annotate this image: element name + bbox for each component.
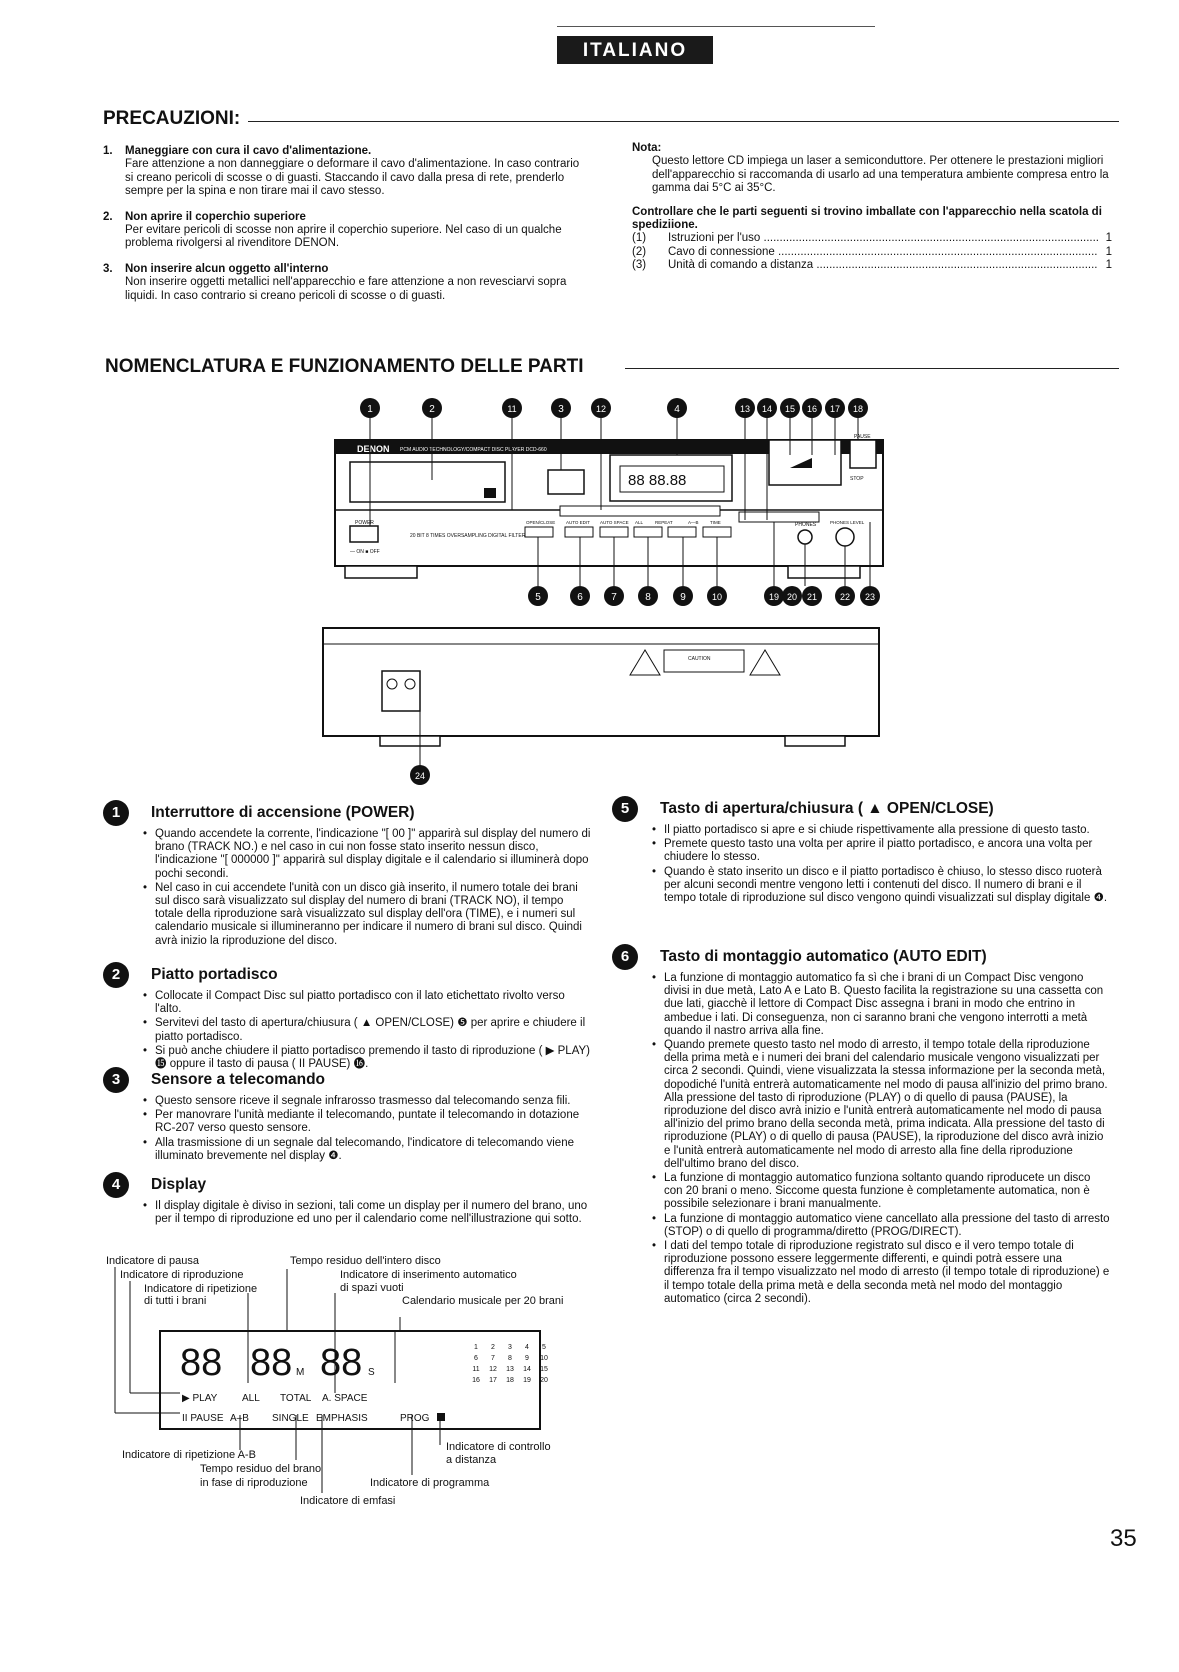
callout-12: 12 [595,404,607,414]
callout-8: 8 [645,592,651,603]
level-label: PHONES LEVEL [830,520,865,525]
accessories-heading: Controllare che le parti seguenti si trovino imballate con l'apparecchio nella scatola di spediziione. [632,205,1102,232]
diagram-label-single: SINGLE [272,1413,309,1424]
precautions-title: PRECAUZIONI: [103,108,241,129]
device-illustration [0,0,1179,800]
btn-label-repeat: REPEAT [655,520,673,525]
accessory-num: (1) [632,232,647,245]
part-number-badge: 4 [103,1172,129,1198]
calendar-number: 20 [540,1377,548,1384]
diagram-s-label: S [368,1367,375,1378]
part-5 [612,796,1112,906]
phones-label: PHONES [795,522,817,528]
callout-1: 1 [367,404,373,415]
level-knob [836,528,854,546]
part-6 [612,944,1112,1307]
callout-16: 16 [806,404,818,414]
precaution-text: Fare attenzione a non danneggiare o deformare il cavo d'alimentazione. In caso contrario si creano pericoli di scosse o di guasti. Staccando il cavo dalla presa di rete, prenderlo sempre per la spina e non tirare mai il cavo stesso. [125,158,580,198]
diagram-m-label: M [296,1367,305,1378]
diagram-label-play: ▶ PLAY [182,1393,218,1404]
accessory-qty: 1 [1105,245,1112,258]
nomenclature-title: NOMENCLATURA E FUNZIONAMENTO DELLE PARTI [105,356,584,377]
part-bullet: • Questo sensore riceve il segnale infrarosso trasmesso dal telecomando senza fili. [155,1095,593,1108]
display-digits: 88 88.88 [628,472,687,489]
precaution-number: 3. [103,262,113,275]
part-4 [103,1172,593,1227]
rear-outputs [382,671,420,711]
part-bullet: • Alla trasmissione di un segnale dal telecomando, l'indicatore di telecomando viene illuminato brevemente nel display ❹. [155,1137,593,1163]
part-bullet: • Si può anche chiudere il piatto portadisco premendo il tasto di riproduzione ( ▶ PLAY) ⓯ oppure il tasto di pausa ( II PAUSE) ⓰. [155,1045,593,1071]
calendar-number: 6 [474,1355,478,1362]
callout-7: 7 [611,592,617,603]
callout-tempo-brano-2: in fase di riproduzione [200,1477,308,1489]
part-bullet: • Il display digitale è diviso in sezioni, tali come un display per il numero del brano, uno per il tempo di riproduzione ed uno per il calendario come nell'illustrazione qui sotto. [155,1200,593,1226]
precaution-heading: Non aprire il coperchio superiore [125,210,306,223]
diagram-label-prog: PROG [400,1413,430,1424]
precaution-heading: Non inserire alcun oggetto all'interno [125,262,329,275]
callout-9: 9 [680,592,686,603]
calendar-number: 17 [489,1377,497,1384]
callout-20: 20 [786,592,798,602]
diagram-label-pause: II PAUSE [182,1413,224,1424]
brand-label: DENON [357,444,390,454]
accessory-label: Istruzioni per l'uso ..... [668,232,1098,246]
precaution-number: 2. [103,210,113,223]
part-number-badge: 2 [103,962,129,988]
diagram-digits-right: 88 [320,1342,363,1384]
calendar-number: 16 [472,1377,480,1384]
diagram-label-aspace: A. SPACE [322,1393,368,1404]
callout-18: 18 [852,404,864,414]
calendar-number: 3 [508,1344,512,1351]
callout-programma: Indicatore di programma [370,1477,490,1489]
pause-label: PAUSE [854,434,871,440]
callout-ripetizione-ab: Indicatore di ripetizione A-B [122,1449,256,1461]
power-button [350,526,378,542]
accessory-qty: 1 [1105,232,1112,245]
part-title: Interruttore di accensione (POWER) [151,804,415,821]
disc-tray [350,462,505,502]
note-text: Questo lettore CD impiega un laser a semiconduttore. Per ottenere le prestazioni migliori dell'apparecchio si raccomanda di usarlo ad una temperatura ambiente compresa entro la gamma dai 5°C ai 35°C. [652,155,1109,195]
calendar-number: 2 [491,1344,495,1351]
calendar-grid [472,1344,548,1384]
strip-text: PCM AUDIO TECHNOLOGY/COMPACT DISC PLAYER DCD-660 [400,447,547,453]
part-number-badge: 1 [103,800,129,826]
diagram-digits-mid: 88 [250,1342,293,1384]
callout-5: 5 [535,592,541,603]
accessory-label: Cavo di connessione ..... [668,246,1098,260]
calendar-number: 9 [525,1355,529,1362]
diagram-label-all: ALL [242,1393,260,1404]
callout-controllo-1: Indicatore di controllo [446,1441,551,1453]
callout-2: 2 [429,404,435,415]
callout-ripetizione-1: Indicatore di ripetizione [144,1283,258,1295]
calendar-number: 11 [472,1366,480,1373]
accessory-num: (2) [632,245,647,258]
callout-10: 10 [711,592,723,602]
callout-calendario: Calendario musicale per 20 brani [402,1295,564,1307]
accessory-num: (3) [632,259,647,272]
part-number-badge: 5 [612,796,638,822]
part-bullet: • Il piatto portadisco si apre e si chiude rispettivamente alla pressione di questo tasto. [664,824,1112,837]
part-bullet: • Premete questo tasto una volta per aprire il piatto portadisco, e ancora una volta per chiudere lo stesso. [664,838,1112,864]
diagram-label-total: TOTAL [280,1393,312,1404]
callout-22: 22 [839,592,851,602]
btn-label-ab: A—B [688,520,699,525]
btn-label-time: TIME [710,520,721,525]
tray-logo [484,488,496,498]
callout-17: 17 [829,404,841,414]
diagram-label-ab: A–B [230,1413,249,1424]
callout-24: 24 [414,771,426,781]
display-diagram [100,1255,600,1510]
language-badge: ITALIANO [557,36,713,64]
callout-spazi-1: Indicatore di inserimento automatico [340,1269,517,1281]
part-bullet: • La funzione di montaggio automatico fa sì che i brani di un Compact Disc vengono divisi in due metà, Lato A e Lato B. Questo facilita la registrazione su una cassetta con due lati, giacchè il lettore di Compact Disc assegna i brani in modo che entrino in ambedue i lati. Di conseguenza, non ci saranno brani che vengono interrotti a metà quando il nastro arriva alla fine. [664,972,1112,1038]
calendar-number: 18 [506,1377,514,1384]
part-1 [103,800,593,949]
callout-23: 23 [864,592,876,602]
stop-label: STOP [850,476,864,482]
part-bullet: • La funzione di montaggio automatico viene cancellato alla pressione del tasto di arresto (STOP) o di quello di programma/diretto (PROG/DIRECT). [664,1213,1112,1239]
part-bullet: • Servitevi del tasto di apertura/chiusura ( ▲ OPEN/CLOSE) ❺ per aprire e chiudere il piatto portadisco. [155,1017,593,1043]
calendar-number: 19 [523,1377,531,1384]
calendar-number: 4 [525,1344,529,1351]
part-bullet: • Nel caso in cui accendete l'unità con un disco già inserito, il numero totale dei brani sul disco sarà visualizzato sul display del numero di brani (TRACK NO), il tempo totale della riproduzione sarà visualizzato sul display dell'ora (TIME), e i numeri sul calendario musicale si illumineranno per indicare il numero di brani sul disco. Quindi avrà inizio la riproduzione del disco. [155,882,593,948]
btn-label-autospace: AUTO SPACE [600,520,629,525]
part-3 [103,1067,593,1164]
part-title: Tasto di apertura/chiusura ( ▲ OPEN/CLOSE) [660,800,994,817]
part-bullet: • Per manovrare l'unità mediante il telecomando, puntate il telecomando in dotazione RC-207 verso questo sensore. [155,1109,593,1135]
phones-jack [798,530,812,544]
part-title: Tasto di montaggio automatico (AUTO EDIT) [660,948,987,965]
callout-4: 4 [674,404,680,415]
caution-label: CAUTION [688,656,711,662]
transport-pause [850,440,876,468]
part-bullet: • Quando accendete la corrente, l'indicazione "[ 00 ]" apparirà sul display del numero di brano (TRACK NO.) e nel caso in cui non fosse stato inserito nessun disco, l'indicazione "[ 000000 ]" apparirà sul display digitale e il calendario si illuminerà dopo pochi secondi. [155,828,593,881]
precaution-heading: Maneggiare con cura il cavo d'alimentazione. [125,145,372,157]
callout-3: 3 [558,404,564,415]
part-title: Piatto portadisco [151,966,278,983]
precaution-text: Per evitare pericoli di scosse non aprire il coperchio superiore. Nel caso di un qualche problema rivolgersi al rivenditore DENON. [125,224,562,250]
foot-right [788,566,860,578]
remote-indicator-mark [437,1413,445,1421]
accessory-label: Unità di comando a distanza ..... [668,259,1098,273]
callout-tempo-disco: Tempo residuo dell'intero disco [290,1255,441,1267]
calendar-number: 15 [540,1366,548,1373]
part-title: Sensore a telecomando [151,1071,326,1088]
callout-14: 14 [761,404,773,414]
power-label: POWER [355,520,374,526]
btn-label-autoedit: AUTO EDIT [566,520,590,525]
remote-sensor [548,470,584,494]
callout-controllo-2: a distanza [446,1454,497,1466]
precaution-number: 1. [103,145,113,157]
foot-left [345,566,417,578]
callout-21: 21 [806,592,818,602]
callout-11: 11 [507,404,517,414]
callout-19: 19 [768,592,780,602]
accessory-qty: 1 [1105,259,1112,272]
rear-foot-left [380,736,440,746]
note-label: Nota: [632,142,662,154]
power-states: — ON ■ OFF [350,549,380,555]
calendar-number: 12 [489,1366,497,1373]
filter-text: 20 BIT 8 TIMES OVERSAMPLING DIGITAL FILTER [410,533,526,539]
calendar-number: 14 [523,1366,531,1373]
calendar-number: 7 [491,1355,495,1362]
callout-emfasi: Indicatore di emfasi [300,1495,396,1507]
part-bullet: • Quando premete questo tasto nel modo di arresto, il tempo totale della riproduzione della prima metà e i numeri dei brani del calendario musicale vengono visualizzati per circa 2 secondi. Quindi, viene visualizzata la stessa informazione per la seconda metà, dopodiché l'unità entrerà automaticamente nel modo di pausa all'inizio del primo brano. Alla pressione del tasto di riproduzione (PLAY) o di quello di pausa (PAUSE), la riproduzione del disco avrà inizio e l'unità entrerà automaticamente nel modo di pausa all'inizio del primo brano della seconda metà, prima indicata. Alla pressione del tasto di riproduzione (PLAY) o di quello di pausa (PAUSE), la riproduzione del disco avrà inizio e l'unità entrerà automaticamente nel modo di arresto alla fine della riproduzione dell'ultimo brano del disco. [664,1039,1112,1171]
diagram-digits-left: 88 [180,1342,223,1384]
part-bullet: • Quando è stato inserito un disco e il piatto portadisco è chiuso, lo stesso disco ruoterà per alcuni secondi mentre vengono letti i contenuti del disco. Il numero di brani e il tempo totale di riproduzione sul disco vengono quindi visualizzati sul display digitale ❹. [664,866,1112,906]
precaution-text: Non inserire oggetti metallici nell'apparecchio e fare attenzione a non revesciarvi sopra liquidi. In caso contrario si creano pericoli di scosse o di guasti. [125,276,567,302]
callout-tempo-brano-1: Tempo residuo del brano [200,1463,322,1475]
diagram-label-emphasis: EMPHASIS [316,1413,368,1424]
part-number-badge: 3 [103,1067,129,1093]
page-number: 35 [1110,1525,1137,1552]
btn-label-open: OPEN/CLOSE [526,520,556,525]
calendar-number: 5 [542,1344,546,1351]
calendar-number: 13 [506,1366,514,1373]
callout-15: 15 [784,404,796,414]
part-bullet: • Collocate il Compact Disc sul piatto portadisco con il lato etichettato rivolto verso l'alto. [155,990,593,1016]
callout-13: 13 [739,404,751,414]
part-bullet: • La funzione di montaggio automatico funziona soltanto quando riproducete un disco con 20 brani o meno. Siccome questa funzione è completamente automatica, non è possibile selezionare i brani manualmente. [664,1172,1112,1212]
callout-pausa: Indicatore di pausa [106,1255,199,1267]
rear-foot-right [785,736,845,746]
part-2 [103,962,593,1072]
callout-ripetizione-2: di tutti i brani [144,1295,207,1307]
callout-6: 6 [577,592,583,603]
calendar-number: 1 [474,1344,478,1351]
calendar-number: 8 [508,1355,512,1362]
callout-spazi-2: di spazi vuoti [340,1282,404,1294]
front-callouts [360,398,868,418]
part-title: Display [151,1176,207,1193]
part-bullet: • I dati del tempo totale di riproduzione registrato sul disco e il vero tempo totale di riproduzione possono essere leggermente differenti, e quindi potrà essere una differenza fra il tempo visualizzato nel modo di arresto (il tempo totale di riproduzione) e il tempo totale della prima metà e della seconda metà nel modo del montaggio automatico (circa 2 secondi). [664,1240,1112,1306]
callout-riproduzione: Indicatore di riproduzione [120,1269,244,1281]
btn-label-all: ALL [635,520,644,525]
calendar-number: 10 [540,1355,548,1362]
part-number-badge: 6 [612,944,638,970]
